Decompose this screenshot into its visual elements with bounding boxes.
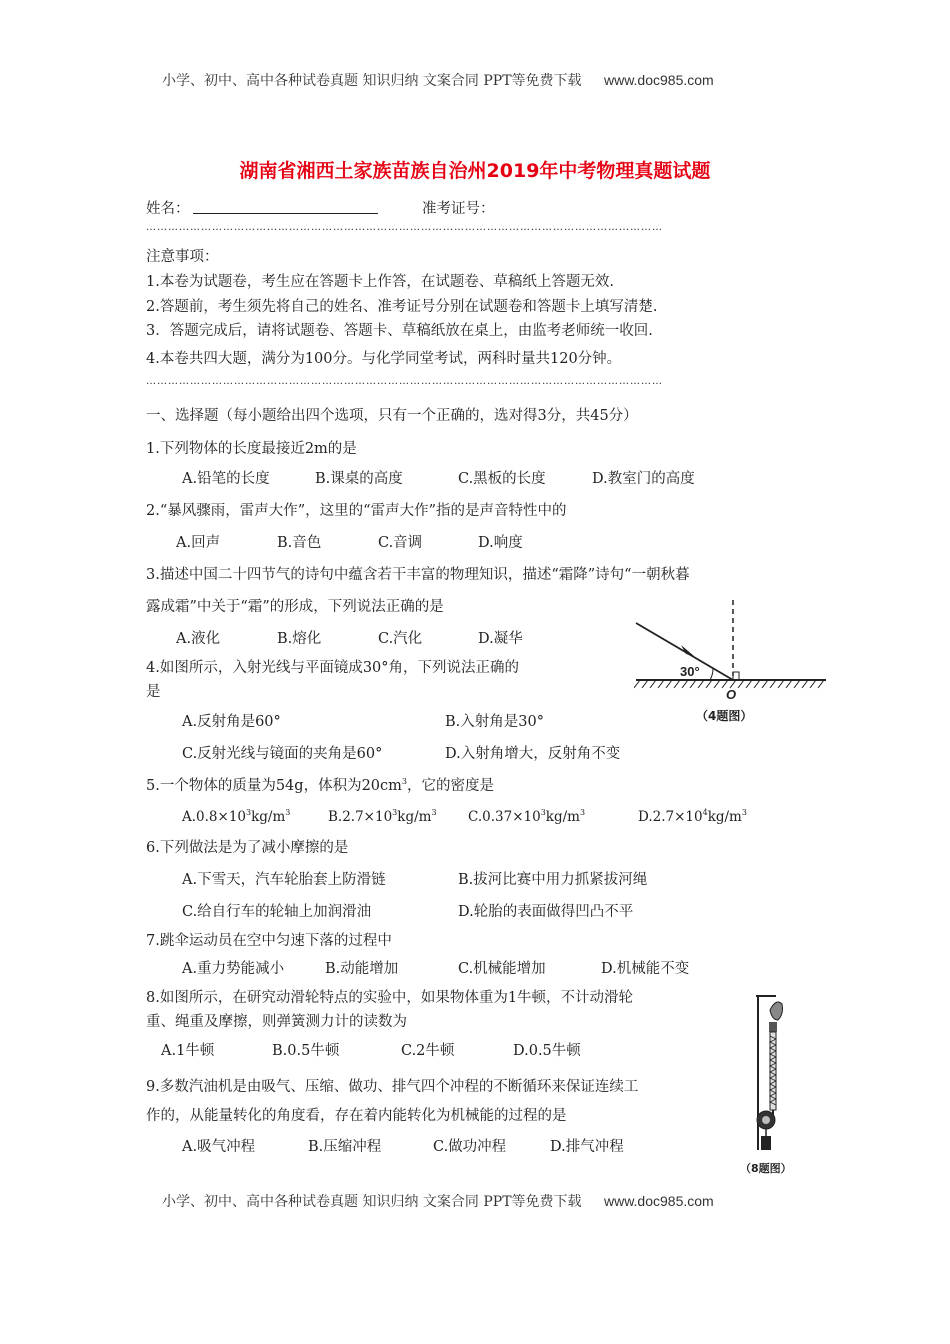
q4-option-d[interactable]: D.入射角增大，反射角不变 xyxy=(445,746,621,762)
q4-option-c[interactable]: C.反射光线与镜面的夹角是60° xyxy=(182,746,383,762)
q7-option-d[interactable]: D.机械能不变 xyxy=(601,961,690,977)
mirror-diagram-svg xyxy=(634,596,830,728)
q9-option-b[interactable]: B.压缩冲程 xyxy=(308,1139,382,1155)
figure-8-pulley-diagram xyxy=(736,990,806,1180)
q4-stem-line2: 是 xyxy=(146,684,161,700)
dotted-divider-top: …………………………………………………………………………………………………………………………… xyxy=(146,222,663,233)
q4-stem-line1: 4.如图所示，入射光线与平面镜成30°角，下列说法正确的 xyxy=(146,660,520,676)
q3-option-c[interactable]: C.汽化 xyxy=(378,631,423,647)
header-banner-text: 小学、初中、高中各种试卷真题 知识归纳 文案合同 PPT等免费下载 xyxy=(162,73,582,89)
q3-option-d[interactable]: D.凝华 xyxy=(478,631,523,647)
q2-stem: 2.“暴风骤雨，雷声大作”，这里的“雷声大作”指的是声音特性中的 xyxy=(146,503,567,519)
q9-option-a[interactable]: A.吸气冲程 xyxy=(182,1139,256,1155)
fig4-angle-label: 30° xyxy=(680,664,700,679)
q9-stem-line2: 作的，从能量转化的角度看，存在着内能转化为机械能的过程的是 xyxy=(146,1108,567,1124)
q4-option-b[interactable]: B.入射角是30° xyxy=(445,714,544,730)
footer-banner-site[interactable]: www.doc985.com xyxy=(603,1193,714,1209)
q3-stem-line2: 露成霜”中关于“霜”的形成，下列说法正确的是 xyxy=(146,599,444,615)
q5-option-b[interactable]: $B.2.7\times 10^3kg/m^3$ xyxy=(328,808,437,825)
footer-banner xyxy=(162,1191,714,1211)
fig4-caption: （4题图） xyxy=(696,709,753,723)
dotted-divider-bottom: …………………………………………………………………………………………………………………………… xyxy=(146,376,663,387)
section-heading: 一、选择题（每小题给出四个选项，只有一个正确的，选对得3分，共45分） xyxy=(146,408,638,424)
q5-option-c[interactable]: $C.0.37\times 10^3kg/m^3$ xyxy=(468,808,586,825)
q1-option-c[interactable]: C.黑板的长度 xyxy=(458,471,546,487)
fig8-caption: （8题图） xyxy=(740,1162,792,1175)
notice-item-2: 2.答题前，考生须先将自己的姓名、准考证号分别在试题卷和答题卡上填写清楚. xyxy=(146,299,658,315)
q5-stem: 5.一个物体的质量为54g，体积为$20cm^3$，它的密度是 xyxy=(146,777,494,794)
figure-4-mirror-diagram xyxy=(634,596,830,728)
q9-option-d[interactable]: D.排气冲程 xyxy=(550,1139,624,1155)
q6-option-a[interactable]: A.下雪天，汽车轮胎套上防滑链 xyxy=(182,872,386,888)
page-title: 湖南省湘西土家族苗族自治州2019年中考物理真题试题 xyxy=(239,160,711,182)
q7-option-b[interactable]: B.动能增加 xyxy=(325,961,399,977)
q4-option-a[interactable]: A.反射角是60° xyxy=(182,714,281,730)
id-label: 准考证号： xyxy=(422,201,495,217)
q8-stem-line2: 重、绳重及摩擦，则弹簧测力计的读数为 xyxy=(146,1014,407,1030)
q6-option-c[interactable]: C.给自行车的轮轴上加润滑油 xyxy=(182,904,372,920)
name-label: 姓名： xyxy=(146,201,190,217)
q1-option-b[interactable]: B.课桌的高度 xyxy=(315,471,403,487)
q7-stem: 7.跳伞运动员在空中匀速下落的过程中 xyxy=(146,933,392,949)
q6-stem: 6.下列做法是为了减小摩擦的是 xyxy=(146,840,349,856)
q2-option-b[interactable]: B.音色 xyxy=(277,535,322,551)
notice-heading: 注意事项： xyxy=(146,249,219,265)
notice-item-1: 1.本卷为试题卷，考生应在答题卡上作答，在试题卷、草稿纸上答题无效. xyxy=(146,274,614,290)
q9-option-c[interactable]: C.做功冲程 xyxy=(433,1139,507,1155)
q5-option-d[interactable]: $D.2.7\times 10^4kg/m^3$ xyxy=(638,808,747,825)
q2-option-a[interactable]: A.回声 xyxy=(176,535,221,551)
q8-stem-line1: 8.如图所示，在研究动滑轮特点的实验中，如果物体重为1牛顿，不计动滑轮 xyxy=(146,990,634,1006)
q6-option-d[interactable]: D.轮胎的表面做得凹凸不平 xyxy=(458,904,634,920)
q7-option-a[interactable]: A.重力势能减小 xyxy=(182,961,285,977)
q1-option-a[interactable]: A.铅笔的长度 xyxy=(182,471,270,487)
q8-option-b[interactable]: B.0.5牛顿 xyxy=(272,1043,340,1059)
header-banner xyxy=(162,70,714,90)
q2-option-d[interactable]: D.响度 xyxy=(478,535,523,551)
pulley-diagram-svg xyxy=(736,990,806,1180)
q2-option-c[interactable]: C.音调 xyxy=(378,535,423,551)
q3-option-b[interactable]: B.熔化 xyxy=(277,631,322,647)
q3-option-a[interactable]: A.液化 xyxy=(176,631,221,647)
q5-option-a[interactable]: $A.0.8\times 10^3kg/m^3$ xyxy=(182,808,291,825)
q8-option-a[interactable]: A.1牛顿 xyxy=(161,1043,215,1059)
fig4-point-label: O xyxy=(726,687,737,702)
notice-item-3: 3．答题完成后，请将试题卷、答题卡、草稿纸放在桌上，由监考老师统一收回. xyxy=(146,323,653,339)
name-blank-line[interactable] xyxy=(193,212,378,214)
q6-option-b[interactable]: B.拔河比赛中用力抓紧拔河绳 xyxy=(458,872,648,888)
q1-stem: 1.下列物体的长度最接近2m的是 xyxy=(146,441,357,457)
notice-item-4: 4.本卷共四大题，满分为100分。与化学同堂考试，两科时量共120分钟。 xyxy=(146,351,622,367)
q8-option-d[interactable]: D.0.5牛顿 xyxy=(513,1043,581,1059)
footer-banner-text: 小学、初中、高中各种试卷真题 知识归纳 文案合同 PPT等免费下载 xyxy=(162,1194,582,1210)
q8-option-c[interactable]: C.2牛顿 xyxy=(401,1043,455,1059)
q7-option-c[interactable]: C.机械能增加 xyxy=(458,961,546,977)
q3-stem-line1: 3.描述中国二十四节气的诗句中蕴含若干丰富的物理知识，描述“霜降”诗句“一朝秋暮 xyxy=(146,567,690,583)
header-banner-site[interactable]: www.doc985.com xyxy=(603,72,714,88)
q9-stem-line1: 9.多数汽油机是由吸气、压缩、做功、排气四个冲程的不断循环来保证连续工 xyxy=(146,1079,639,1095)
q1-option-d[interactable]: D.教室门的高度 xyxy=(592,471,695,487)
